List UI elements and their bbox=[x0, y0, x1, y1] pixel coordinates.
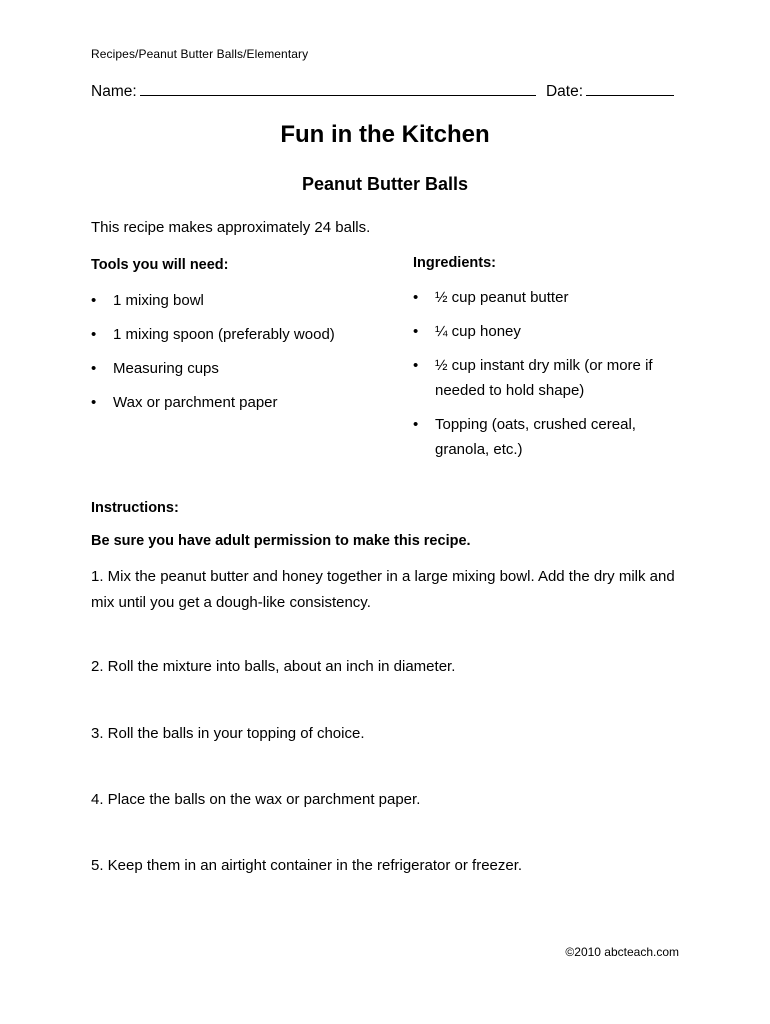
recipe-yield: This recipe makes approximately 24 balls. bbox=[91, 219, 371, 236]
name-field-blank bbox=[140, 81, 536, 96]
name-date-line bbox=[91, 81, 681, 101]
page-title: Fun in the Kitchen bbox=[280, 121, 490, 148]
list-item: • Wax or parchment paper bbox=[91, 390, 391, 415]
bullet-icon: • bbox=[91, 326, 97, 343]
list-item: • ½ cup peanut butter bbox=[413, 285, 683, 310]
ingredients-heading: Ingredients: bbox=[413, 255, 496, 271]
name-label: Name: bbox=[91, 83, 137, 100]
breadcrumb: Recipes/Peanut Butter Balls/Elementary bbox=[91, 47, 309, 61]
bullet-icon: • bbox=[91, 394, 97, 411]
tools-heading: Tools you will need: bbox=[91, 257, 229, 273]
list-item: • ½ cup instant dry milk (or more if needed to hold shape) bbox=[413, 353, 683, 403]
list-item: • 1 mixing spoon (preferably wood) bbox=[91, 322, 391, 347]
instruction-step: 5. Keep them in an airtight container in the refrigerator or freezer. bbox=[91, 857, 523, 874]
date-field-blank bbox=[586, 81, 674, 96]
bullet-icon: • bbox=[91, 360, 97, 377]
permission-note: Be sure you have adult permission to make this recipe. bbox=[91, 533, 471, 549]
bullet-icon: • bbox=[413, 416, 419, 433]
bullet-icon: • bbox=[91, 292, 97, 309]
date-label: Date: bbox=[545, 83, 584, 100]
list-item: • 1 mixing bowl bbox=[91, 288, 391, 313]
list-item: • Topping (oats, crushed cereal, granola, etc.) bbox=[413, 412, 683, 462]
list-item: • Measuring cups bbox=[91, 356, 391, 381]
copyright-notice: ©2010 abcteach.com bbox=[565, 945, 679, 959]
list-item: • ¼ cup honey bbox=[413, 319, 683, 344]
bullet-icon: • bbox=[413, 323, 419, 340]
instruction-step: 4. Place the balls on the wax or parchment paper. bbox=[91, 791, 421, 808]
tools-list bbox=[91, 288, 391, 424]
recipe-title: Peanut Butter Balls bbox=[301, 174, 469, 194]
instruction-step: 2. Roll the mixture into balls, about an inch in diameter. bbox=[91, 658, 456, 675]
ingredients-list bbox=[413, 285, 683, 471]
instructions-heading: Instructions: bbox=[91, 500, 179, 516]
bullet-icon: • bbox=[413, 357, 419, 374]
instruction-step: 3. Roll the balls in your topping of choice. bbox=[91, 725, 365, 742]
bullet-icon: • bbox=[413, 289, 419, 306]
instruction-step: 1. Mix the peanut butter and honey together in a large mixing bowl. Add the dry milk and mix until you get a dough-like consistency. bbox=[91, 568, 675, 611]
